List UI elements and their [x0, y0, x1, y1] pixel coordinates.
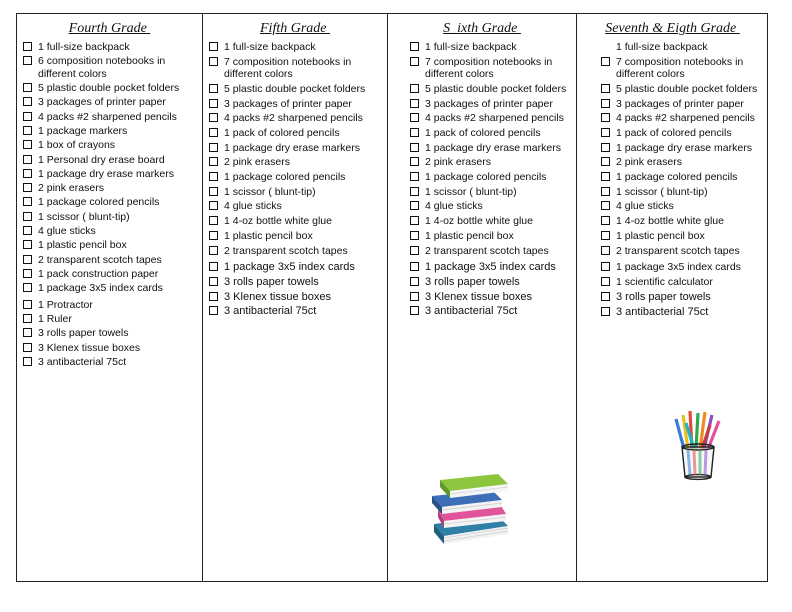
list-item: 4 packs #2 sharpened pencils [410, 112, 576, 125]
list-item: 3 antibacterial 75ct [209, 305, 387, 318]
checkbox-icon[interactable] [601, 201, 610, 210]
checkbox-icon[interactable] [209, 306, 218, 315]
checkbox-icon[interactable] [23, 42, 32, 51]
sixth-grade-column [387, 14, 576, 581]
list-item: 4 packs #2 sharpened pencils [209, 112, 387, 125]
list-item: 1 scissor ( blunt-tip) [209, 186, 387, 199]
list-item: 3 antibacterial 75ct [601, 306, 768, 319]
checkbox-icon[interactable] [209, 277, 218, 286]
checkbox-icon[interactable] [410, 201, 419, 210]
list-item: 1 package markers [23, 125, 202, 138]
checkbox-icon[interactable] [410, 57, 419, 66]
list-item: 7 composition notebooks in different colors [410, 56, 576, 81]
list-item: 1 box of crayons [23, 139, 202, 152]
list-item: 4 packs #2 sharpened pencils [23, 111, 202, 124]
seventh-eighth-grade-column [576, 14, 768, 581]
list-item: 3 packages of printer paper [23, 96, 202, 109]
checkbox-icon[interactable] [410, 128, 419, 137]
checkbox-icon[interactable] [209, 201, 218, 210]
list-item: 1 package dry erase markers [23, 168, 202, 181]
checkbox-icon[interactable] [23, 240, 32, 249]
checkbox-icon[interactable] [601, 187, 610, 196]
seventh-eighth-grade-list [577, 41, 768, 319]
list-item: 1 package colored pencils [23, 196, 202, 209]
checkbox-icon[interactable] [209, 292, 218, 301]
list-item: 4 glue sticks [23, 225, 202, 238]
list-item: 2 transparent scotch tapes [23, 254, 202, 267]
list-item: 1 Protractor [23, 299, 202, 312]
checkbox-icon[interactable] [209, 57, 218, 66]
checkbox-icon[interactable] [601, 128, 610, 137]
list-item: 3 packages of printer paper [209, 98, 387, 111]
checkbox-icon[interactable] [410, 113, 419, 122]
checkbox-icon[interactable] [23, 83, 32, 92]
list-item: 1 package dry erase markers [209, 142, 387, 155]
checkbox-icon[interactable] [209, 143, 218, 152]
checkbox-icon[interactable] [23, 300, 32, 309]
list-item: 1 Ruler [23, 313, 202, 326]
pencil-cup-icon [674, 409, 722, 481]
checkbox-icon[interactable] [209, 262, 218, 271]
list-item: 2 transparent scotch tapes [410, 245, 576, 258]
checkbox-icon[interactable] [601, 262, 610, 271]
list-item: 1 package 3x5 index cards [410, 261, 576, 274]
checkbox-icon[interactable] [601, 99, 610, 108]
checkbox-icon[interactable] [209, 84, 218, 93]
checkbox-icon[interactable] [209, 42, 218, 51]
checkbox-icon[interactable] [410, 172, 419, 181]
list-item: 1 package dry erase markers [410, 142, 576, 155]
checkbox-icon[interactable] [410, 99, 419, 108]
list-item: 1 plastic pencil box [410, 230, 576, 243]
list-item: 2 pink erasers [410, 156, 576, 169]
list-item: 1 plastic pencil box [209, 230, 387, 243]
list-item: 1 4-oz bottle white glue [410, 215, 576, 228]
checkbox-icon[interactable] [601, 57, 610, 66]
list-item: 1 pack construction paper [23, 268, 202, 281]
checkbox-icon[interactable] [209, 246, 218, 255]
list-item: 3 rolls paper towels [23, 327, 202, 340]
checkbox-icon[interactable] [601, 157, 610, 166]
checkbox-icon[interactable] [209, 113, 218, 122]
list-item: 1 package 3x5 index cards [601, 261, 768, 274]
checkbox-icon[interactable] [209, 172, 218, 181]
checkbox-icon[interactable] [410, 292, 419, 301]
list-item: 1 Personal dry erase board [23, 154, 202, 167]
list-item: 1 full-size backpack [616, 41, 708, 53]
stack-of-books-icon [428, 466, 512, 546]
sixth-grade-list [388, 41, 576, 318]
fifth-grade-list [203, 41, 387, 318]
list-item: 3 antibacterial 75ct [410, 305, 576, 318]
checkbox-icon[interactable] [23, 357, 32, 366]
fourth-grade-column [17, 14, 202, 581]
list-item: 4 packs #2 sharpened pencils [601, 112, 768, 125]
list-item: 3 Klenex tissue boxes [410, 291, 576, 304]
list-item: 2 transparent scotch tapes [601, 245, 768, 258]
seventh-eighth-grade-title: Seventh & Eigth Grade [605, 21, 740, 36]
list-item: 3 rolls paper towels [209, 276, 387, 289]
list-item: 3 Klenex tissue boxes [209, 291, 387, 304]
checkbox-icon[interactable] [410, 42, 419, 51]
list-item: 3 Klenex tissue boxes [23, 342, 202, 355]
list-item: 1 pack of colored pencils [601, 127, 768, 140]
list-item: 2 transparent scotch tapes [209, 245, 387, 258]
list-item: 7 composition notebooks in different colors [209, 56, 387, 81]
fourth-grade-title: Fourth Grade [68, 21, 151, 36]
checkbox-icon[interactable] [23, 112, 32, 121]
list-item: 1 package colored pencils [209, 171, 387, 184]
list-item: 1 full-size backpack [23, 41, 202, 54]
checkbox-icon[interactable] [23, 328, 32, 337]
checkbox-icon[interactable] [601, 292, 610, 301]
checkbox-icon[interactable] [23, 56, 32, 65]
list-item: 1 package dry erase markers [601, 142, 768, 155]
checkbox-icon[interactable] [23, 255, 32, 264]
checkbox-icon[interactable] [601, 246, 610, 255]
checkbox-icon[interactable] [410, 84, 419, 93]
checkbox-icon[interactable] [23, 343, 32, 352]
list-item: 5 plastic double pocket folders [23, 82, 202, 95]
list-item: 2 pink erasers [209, 156, 387, 169]
list-item: 4 glue sticks [209, 200, 387, 213]
checkbox-icon[interactable] [601, 172, 610, 181]
list-item: 1 full-size backpack [209, 41, 387, 54]
checkbox-icon[interactable] [23, 155, 32, 164]
checkbox-icon[interactable] [410, 262, 419, 271]
checkbox-icon[interactable] [410, 187, 419, 196]
list-item: 3 rolls paper towels [410, 276, 576, 289]
list-item: 1 4-oz bottle white glue [209, 215, 387, 228]
checkbox-icon[interactable] [209, 231, 218, 240]
fifth-grade-column [202, 14, 387, 581]
checkbox-icon[interactable] [601, 84, 610, 93]
list-item: 1 package colored pencils [410, 171, 576, 184]
checkbox-icon[interactable] [209, 216, 218, 225]
list-item: 5 plastic double pocket folders [601, 83, 768, 96]
list-item: 4 glue sticks [601, 200, 768, 213]
list-item: 5 plastic double pocket folders [209, 83, 387, 96]
list-item: 3 rolls paper towels [601, 291, 768, 304]
list-item: 3 packages of printer paper [410, 98, 576, 111]
checkbox-icon[interactable] [410, 231, 419, 240]
checkbox-icon[interactable] [23, 183, 32, 192]
fourth-grade-list [17, 41, 202, 368]
list-item: 1 package colored pencils [601, 171, 768, 184]
checkbox-icon[interactable] [601, 113, 610, 122]
list-item: 1 scissor ( blunt-tip) [23, 211, 202, 224]
list-item: 1 plastic pencil box [23, 239, 202, 252]
list-item: 6 composition notebooks in different colors [23, 55, 202, 80]
checkbox-icon[interactable] [23, 140, 32, 149]
checkbox-icon[interactable] [410, 246, 419, 255]
checkbox-icon[interactable] [23, 269, 32, 278]
checkbox-icon[interactable] [601, 307, 610, 316]
checkbox-icon[interactable] [23, 169, 32, 178]
list-item: 7 composition notebooks in different colors [601, 56, 768, 81]
list-item: 2 pink erasers [601, 156, 768, 169]
checkbox-icon[interactable] [601, 277, 610, 286]
list-item: 1 full-size backpack [410, 41, 576, 54]
list-item: 3 antibacterial 75ct [23, 356, 202, 369]
checkbox-icon[interactable] [23, 126, 32, 135]
fifth-grade-title: Fifth Grade [260, 21, 330, 36]
checkbox-icon[interactable] [209, 128, 218, 137]
checkbox-icon[interactable] [23, 212, 32, 221]
checkbox-icon[interactable] [23, 314, 32, 323]
list-item: 1 pack of colored pencils [209, 127, 387, 140]
checkbox-icon[interactable] [601, 143, 610, 152]
list-item: 1 package 3x5 index cards [209, 261, 387, 274]
sixth-grade-title: S_ixth Grade [443, 21, 521, 36]
list-item: 5 plastic double pocket folders [410, 83, 576, 96]
list-item: 1 4-oz bottle white glue [601, 215, 768, 228]
checkbox-icon[interactable] [209, 187, 218, 196]
checkbox-icon[interactable] [209, 157, 218, 166]
checkbox-icon[interactable] [410, 277, 419, 286]
checkbox-icon[interactable] [23, 226, 32, 235]
list-item: 1 scissor ( blunt-tip) [410, 186, 576, 199]
list-item: 2 pink erasers [23, 182, 202, 195]
checkbox-icon[interactable] [23, 283, 32, 292]
checkbox-icon[interactable] [410, 143, 419, 152]
checkbox-icon[interactable] [410, 216, 419, 225]
supply-list-table [16, 13, 768, 582]
checkbox-icon[interactable] [601, 216, 610, 225]
checkbox-icon[interactable] [410, 157, 419, 166]
checkbox-icon[interactable] [23, 197, 32, 206]
list-item: 1 scissor ( blunt-tip) [601, 186, 768, 199]
checkbox-icon[interactable] [209, 99, 218, 108]
checkbox-icon[interactable] [23, 97, 32, 106]
checkbox-icon[interactable] [601, 231, 610, 240]
list-item: 1 package 3x5 index cards [23, 282, 202, 295]
checkbox-icon[interactable] [410, 306, 419, 315]
list-item: 1 plastic pencil box [601, 230, 768, 243]
list-item: 1 scientific calculator [601, 276, 768, 289]
list-item: 1 pack of colored pencils [410, 127, 576, 140]
list-item: 3 packages of printer paper [601, 98, 768, 111]
list-item: 4 glue sticks [410, 200, 576, 213]
